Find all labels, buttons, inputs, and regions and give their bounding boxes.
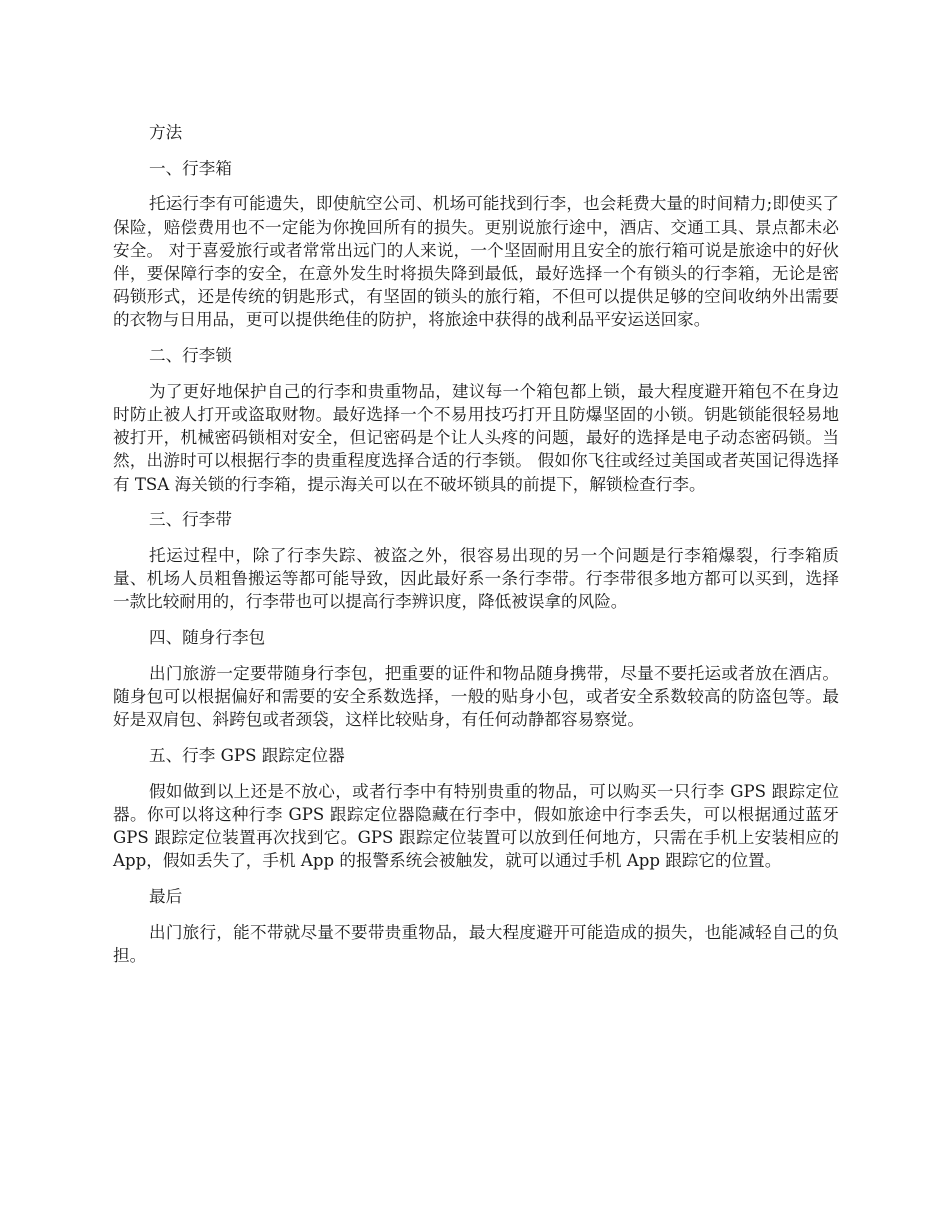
- section-heading-suitcase: 一、行李箱: [149, 158, 232, 178]
- section-heading-gps-tracker: 五、行李 GPS 跟踪定位器: [149, 745, 345, 765]
- section-body-gps-tracker: 假如做到以上还是不放心，或者行李中有特别贵重的物品，可以购买一只行李 GPS 跟踪定位器。你可以将这种行李 GPS 跟踪定位器隐藏在行李中，假如旅途中行李丢失，可以根据通过蓝牙 GPS 跟踪定位装置再次找到它。GPS 跟踪定位装置可以放到任何地方，只需在手机上安装相应的 App，假如丢失了，手机 App 的报警系统会被触发，就可以通过手机 App 跟踪它的位置。: [113, 781, 839, 871]
- method-heading: 方法: [149, 123, 183, 142]
- section-heading-carry-bag: 四、随身行李包: [149, 628, 266, 648]
- section-body-carry-bag: 出门旅游一定要带随身行李包，把重要的证件和物品随身携带，尽量不要托运或者放在酒店。随身包可以根据偏好和需要的安全系数选择，一般的贴身小包，或者安全系数较高的防盗包等。最好是双肩包、斜跨包或者颈袋，这样比较贴身，有任何动静都容易察觉。: [113, 663, 839, 730]
- section-body-strap: 托运过程中，除了行李失踪、被盗之外，很容易出现的另一个问题是行李箱爆裂，行李箱质量、机场人员粗鲁搬运等都可能导致，因此最好系一条行李带。行李带很多地方都可以买到，选择一款比较耐用的，行李带也可以提高行李辨识度，降低被误拿的风险。: [113, 546, 839, 612]
- section-body-suitcase: 托运行李有可能遗失，即使航空公司、机场可能找到行李，也会耗费大量的时间精力;即使买了保险，赔偿费用也不一定能为你挽回所有的损失。更别说旅行途中，酒店、交通工具、景点都未必安全。 对于喜爱旅行或者常常出远门的人来说，一个坚固耐用且安全的旅行箱可说是旅途中的好伙伴，要保障行李的安全，在意外发生时将损失降到最低，最好选择一个有锁头的行李箱，无论是密码锁形式，还是传统的钥匙形式，有坚固的锁头的旅行箱，不但可以提供足够的空间收纳外出需要的衣物与日用品，更可以提供绝佳的防护，将旅途中获得的战利品平安运送回家。: [113, 194, 839, 330]
- section-body-lock: 为了更好地保护自己的行李和贵重物品，建议每一个箱包都上锁，最大程度避开箱包不在身边时防止被人打开或盗取财物。最好选择一个不易用技巧打开且防爆坚固的小锁。钥匙锁能很轻易地被打开，机械密码锁相对安全，但记密码是个让人头疼的问题，最好的选择是电子动态密码锁。当然，出游时可以根据行李的贵重程度选择合适的行李锁。 假如你飞往或经过美国或者英国记得选择有 TSA 海关锁的行李箱，提示海关可以在不破坏锁具的前提下，解锁检查行李。: [113, 381, 839, 494]
- section-heading-lock: 二、行李锁: [149, 346, 232, 366]
- section-heading-strap: 三、行李带: [149, 510, 232, 530]
- conclusion-body: 出门旅行，能不带就尽量不要带贵重物品，最大程度避开可能造成的损失，也能减轻自己的负担。: [113, 922, 839, 965]
- document-page: [113, 121, 839, 980]
- conclusion-heading: 最后: [149, 886, 183, 906]
